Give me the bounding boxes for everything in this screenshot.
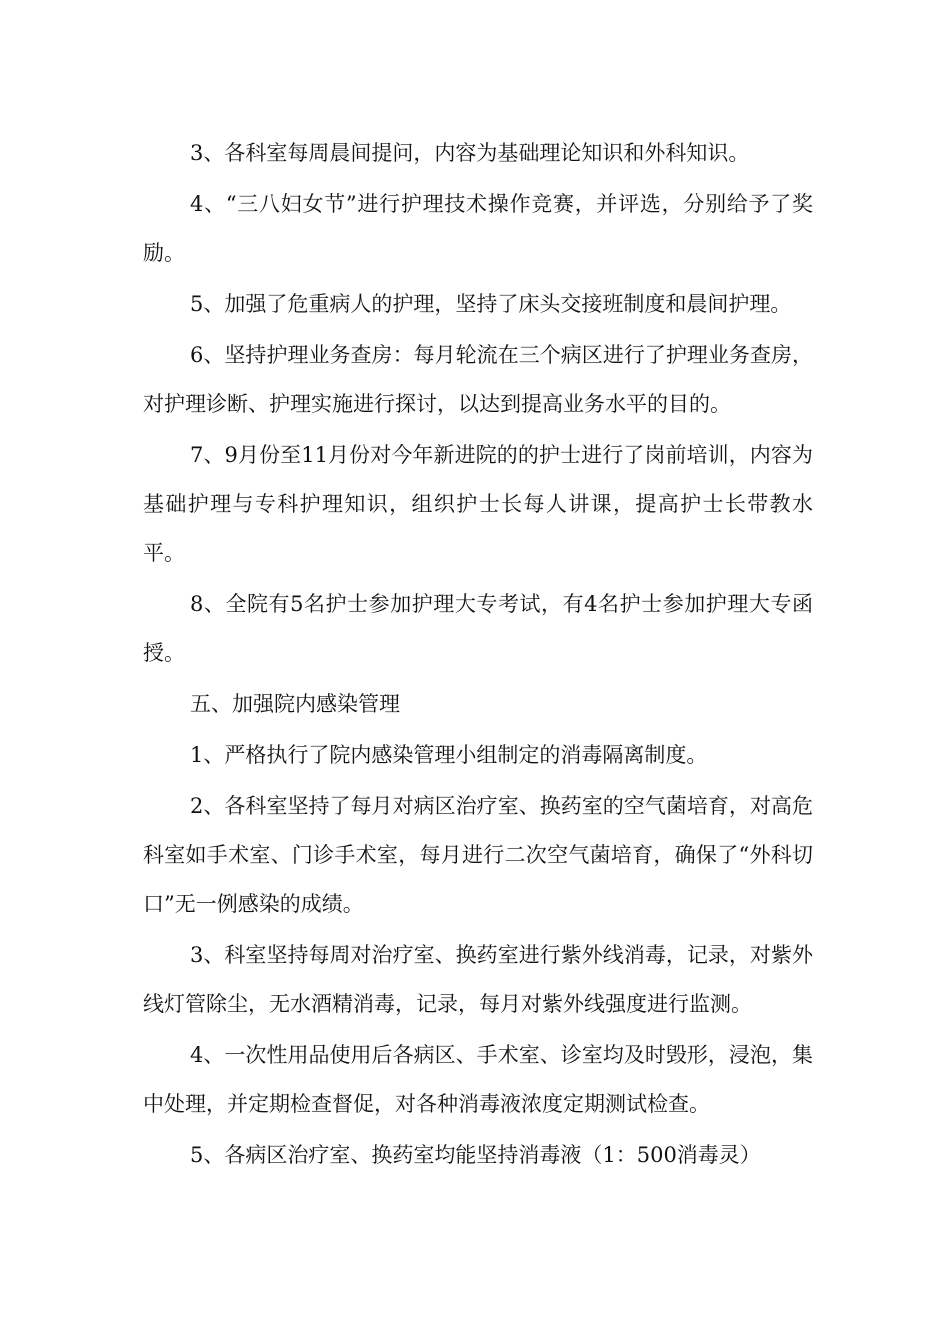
paragraph-infection-3-uv-disinfection: 3、科室坚持每周对治疗室、换药室进行紫外线消毒，记录，对紫外线灯管除尘，无水酒精消毒，记录，每月对紫外线强度进行监测。 (143, 943, 813, 1016)
paragraph-item-5-critical-care: 5、加强了危重病人的护理，坚持了床头交接班制度和晨间护理。 (190, 292, 792, 316)
paragraph-item-4-skills-competition: 4、“三八妇女节”进行护理技术操作竞赛，并评选，分别给予了奖励。 (143, 192, 813, 265)
paragraph-infection-2-air-culture: 2、各科室坚持了每月对病区治疗室、换药室的空气菌培育，对高危科室如手术室、门诊手术室，每月进行二次空气菌培育，确保了“外科切口”无一例感染的成绩。 (143, 794, 813, 916)
paragraph-infection-1-disinfection-policy: 1、严格执行了院内感染管理小组制定的消毒隔离制度。 (190, 743, 708, 767)
paragraph-item-3-morning-quiz: 3、各科室每周晨间提问，内容为基础理论知识和外科知识。 (190, 141, 750, 165)
section-heading-infection-control: 五、加强院内感染管理 (190, 692, 400, 716)
paragraph-infection-4-disposables: 4、一次性用品使用后各病区、手术室、诊室均及时毁形，浸泡，集中处理，并定期检查督促，对各种消毒液浓度定期测试检查。 (143, 1043, 813, 1116)
document-body (143, 129, 813, 1182)
paragraph-item-8-exams: 8、全院有5名护士参加护理大专考试，有4名护士参加护理大专函授。 (143, 592, 813, 665)
paragraph-item-6-nursing-rounds: 6、坚持护理业务查房：每月轮流在三个病区进行了护理业务查房，对护理诊断、护理实施进行探讨，以达到提高业务水平的目的。 (143, 343, 813, 416)
paragraph-infection-5-disinfectant: 5、各病区治疗室、换药室均能坚持消毒液（1：500消毒灵） (190, 1143, 761, 1167)
paragraph-item-7-onboarding-training: 7、9月份至11月份对今年新进院的的护士进行了岗前培训，内容为基础护理与专科护理知识，组织护士长每人讲课，提高护士长带教水平。 (143, 443, 813, 565)
